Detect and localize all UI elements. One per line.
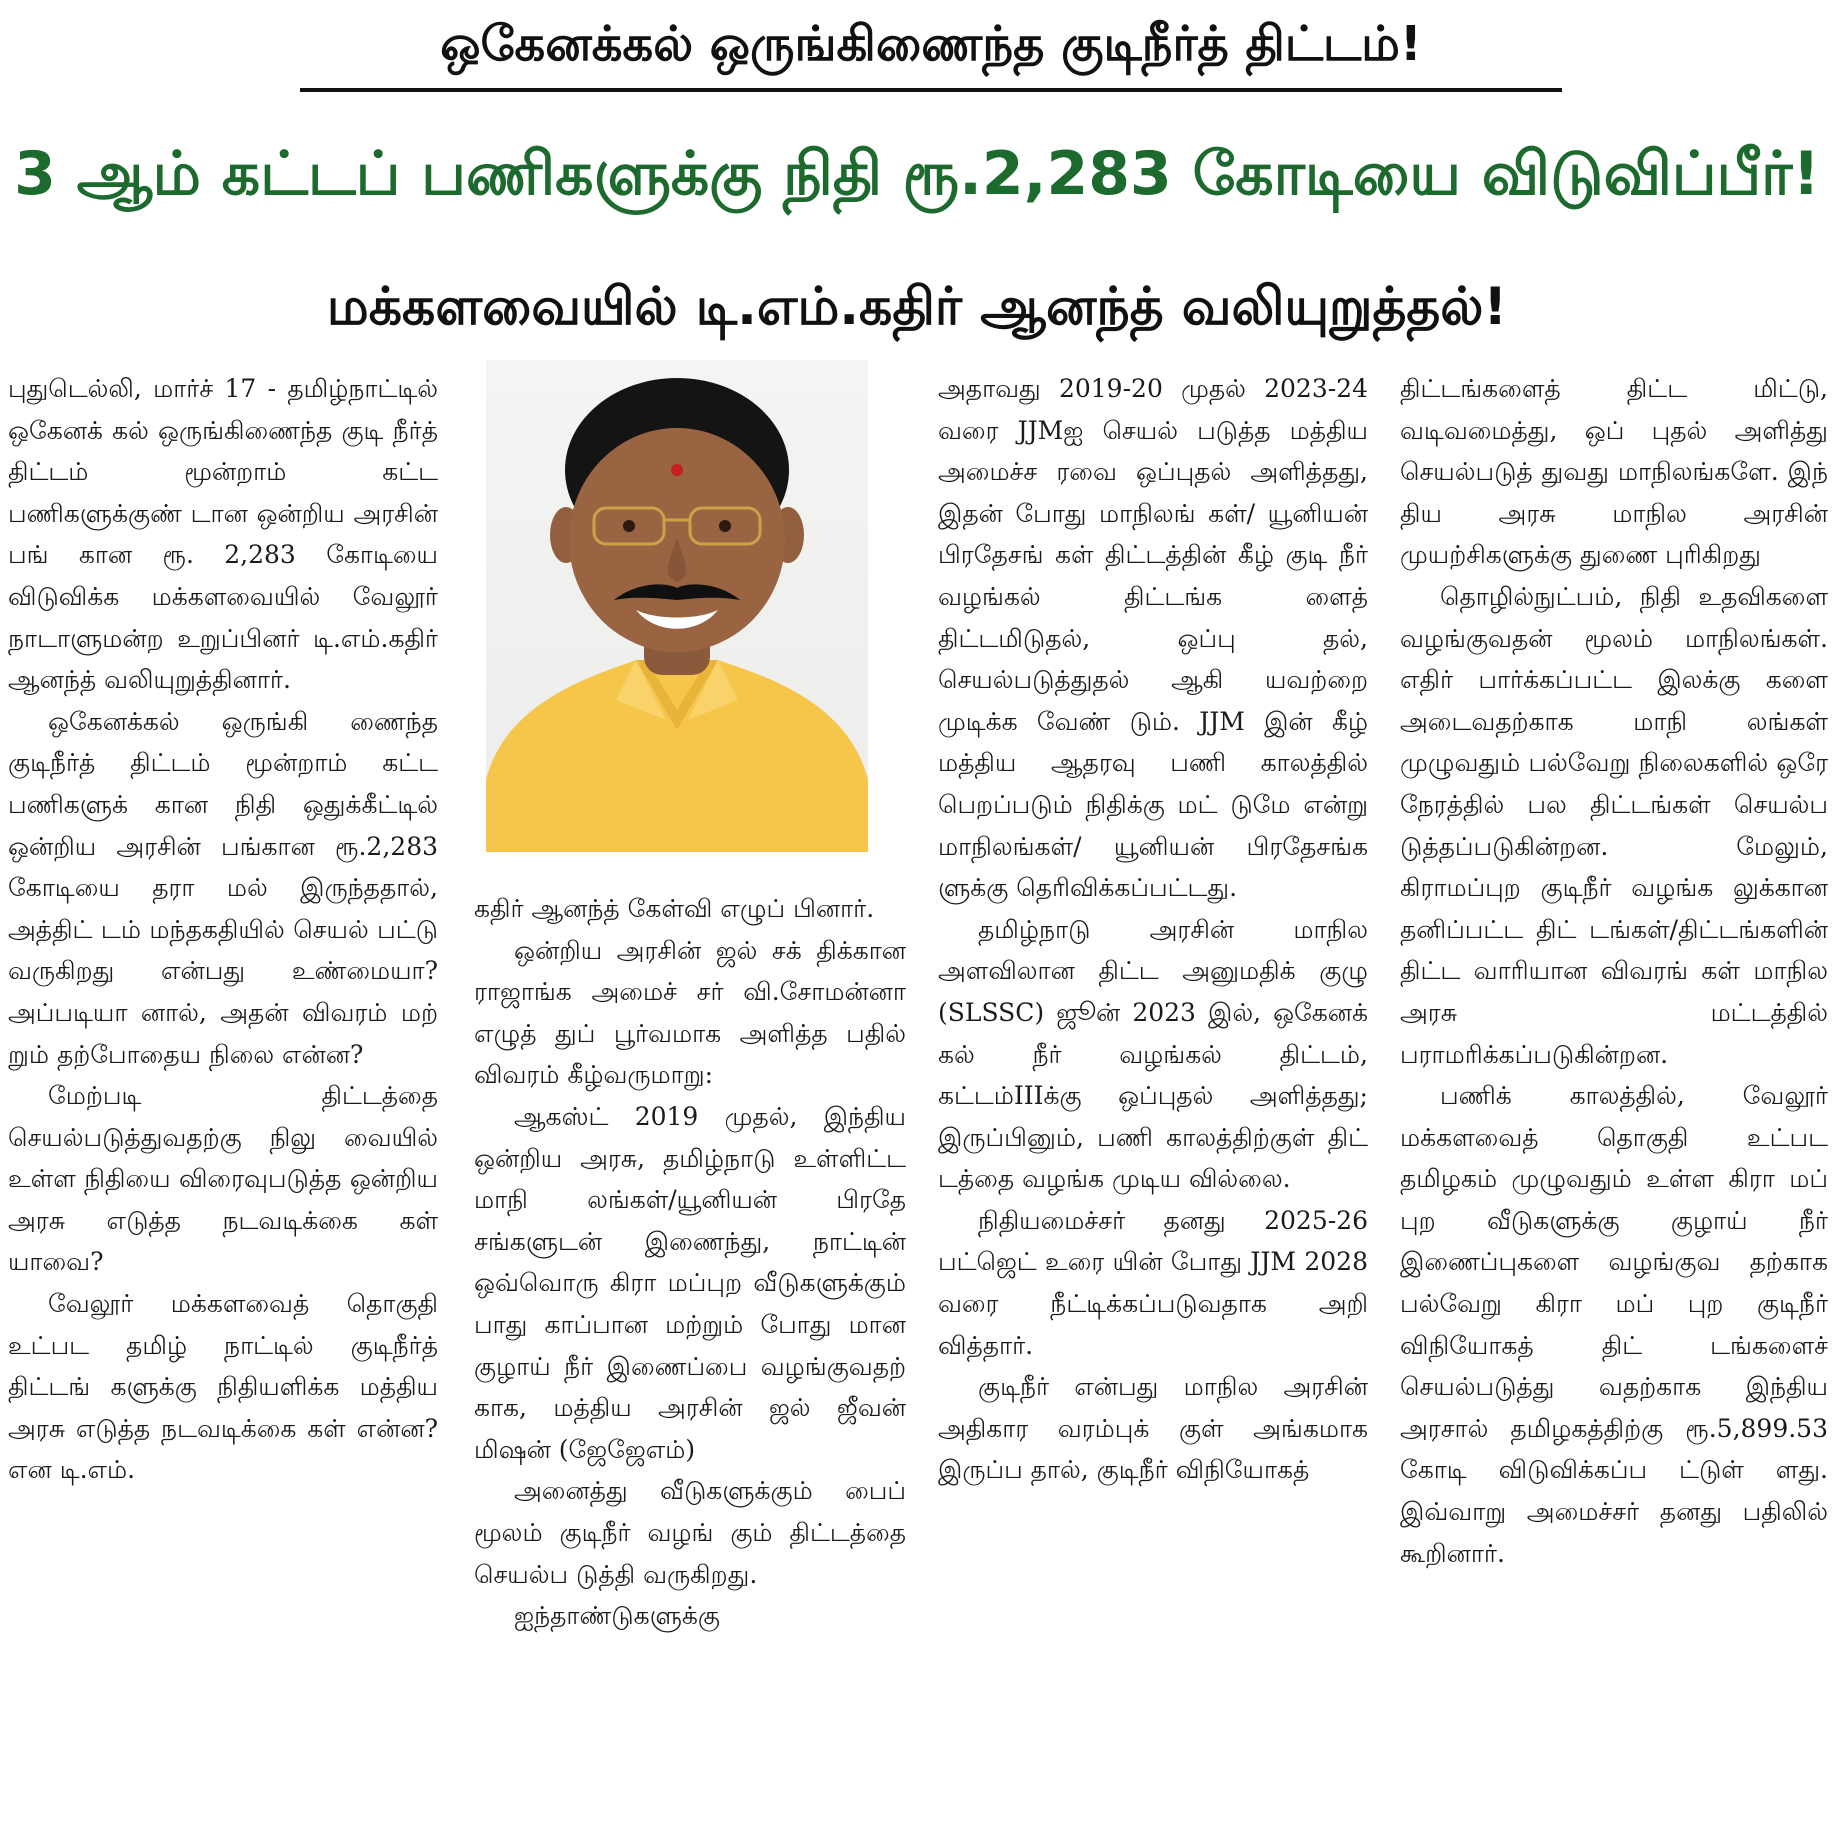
paragraph: நிதியமைச்சர் தனது 2025-26 பட்ஜெட் உரை யின் போது JJM 2028 வரை நீட்டிக்கப்படுவதாக அறி வித்தார். (938, 1205, 1368, 1360)
paragraph: ஒகேனக்கல் ஒருங்கி ணைந்த குடிநீர்த் திட்டம் மூன்றாம் கட்ட பணிகளுக் கான நிதி ஒதுக்கீட்டில் ஒன்றிய அரசின் பங்கான ரூ.2,283 கோடியை தரா மல் இருந்ததால், அத்திட் டம் மந்தகதியில் செயல் பட்டு வருகிறது என்பது உண்மையா? அப்படியா னால், அதன் விவரம் மற் றும் தற்போதைய நிலை என்ன? (8, 706, 438, 1069)
headline: 3 ஆம் கட்டப் பணிகளுக்கு நிதி ரூ.2,283 கோடியை விடுவிப்பீர்! (14, 139, 1820, 209)
paragraph: ஒன்றிய அரசின் ஜல் சக் திக்கான ராஜாங்க அமைச் சர் வி.சோமன்னா எழுத் துப் பூர்வமாக அளித்த பதில் விவரம் கீழ்வருமாறு: (474, 935, 906, 1090)
kicker-title: ஒகேனக்கல் ஒருங்கிணைந்த குடிநீர்த் திட்டம்! (440, 16, 1422, 72)
paragraph: புதுடெல்லி, மார்ச் 17 - தமிழ்நாட்டில் ஒகேனக் கல் ஒருங்கிணைந்த குடி நீர்த் திட்டம் மூன்றாம் கட்ட பணிகளுக்குண் டான ஒன்றிய அரசின் பங் கான ரூ. 2,283 கோடியை விடுவிக்க மக்களவையில் வேலூர் நாடாளுமன்ற உறுப்பினர் டி.எம்.கதிர் ஆனந்த் வலியுறுத்தினார். (8, 374, 438, 695)
paragraph: அனைத்து வீடுகளுக்கும் பைப் மூலம் குடிநீர் வழங் கும் திட்டத்தை செயல்ப டுத்தி வருகிறது. (474, 1476, 906, 1589)
article-column-3 (938, 368, 1368, 1818)
article-column-1 (8, 368, 438, 1818)
portrait-photo (486, 360, 868, 852)
paragraph: தொழில்நுட்பம், நிதி உதவிகளை வழங்குவதன் மூலம் மாநிலங்கள். எதிர் பார்க்கப்பட்ட இலக்கு களை அடைவதற்காக மாநி லங்கள் முழுவதும் பல்வேறு நிலைகளில் ஒரே நேரத்தில் பல திட்டங்கள் செயல்ப டுத்தப்படுகின்றன. மேலும், கிராமப்புற குடிநீர் வழங்க லுக்கான தனிப்பட்ட திட் டங்கள்/திட்டங்களின் திட்ட வாரியான விவரங் கள் மாநில அரசு மட்டத்தில் பராமரிக்கப்படுகின்றன. (1400, 581, 1828, 1069)
paragraph: பணிக் காலத்தில், வேலூர் மக்களவைத் தொகுதி உட்பட தமிழகம் முழுவதும் உள்ள கிரா மப் புற வீடுகளுக்கு குழாய் நீர் இணைப்புகளை வழங்குவ தற்காக பல்வேறு கிரா மப் புற குடிநீர் விநியோகத் திட் டங்களைச் செயல்படுத்து வதற்காக இந்திய அரசால் தமிழகத்திற்கு ரூ.5,899.53 கோடி விடுவிக்கப்ப ட்டுள் ளது. இவ்வாறு அமைச்சர் தனது பதிலில் கூறினார். (1400, 1081, 1828, 1568)
paragraph: கதிர் ஆனந்த் கேள்வி எழுப் பினார். (474, 894, 875, 923)
paragraph: திட்டங்களைத் திட்ட மிட்டு, வடிவமைத்து, ஒப் புதல் அளித்து செயல்படுத் துவது மாநிலங்களே. இந் திய அரசு மாநில அரசின் முயற்சிகளுக்கு துணை புரிகிறது (1400, 374, 1828, 570)
paragraph: ஐந்தாண்டுகளுக்கு (514, 1601, 720, 1631)
paragraph: அதாவது 2019-20 முதல் 2023-24 வரை JJMஐ செயல் படுத்த மத்திய அமைச்ச ரவை ஒப்புதல் அளித்தது, இதன் போது மாநிலங் கள்/ யூனியன் பிரதேசங் கள் திட்டத்தின் கீழ் குடி நீர் வழங்கல் திட்டங்க ளைத் திட்டமிடுதல், ஒப்பு தல், செயல்படுத்துதல் ஆகி யவற்றை முடிக்க வேண் டும். JJM இன் கீழ் மத்திய ஆதரவு பணி காலத்தில் பெறப்படும் நிதிக்கு மட் டுமே என்று மாநிலங்கள்/ யூனியன் பிரதேசங்க ளுக்கு தெரிவிக்கப்பட்டது. (938, 374, 1368, 903)
article-column-4 (1400, 368, 1828, 1818)
subheadline: மக்களவையில் டி.எம்.கதிர் ஆனந்த் வலியுறுத்தல்! (326, 276, 1508, 337)
paragraph: குடிநீர் என்பது மாநில அரசின் அதிகார வரம்புக் குள் அங்கமாக இருப்ப தால், குடிநீர் விநியோகத் (938, 1372, 1368, 1485)
kicker-underline (300, 88, 1562, 92)
paragraph: வேலூர் மக்களவைத் தொகுதி உட்பட தமிழ் நாட்டில் குடிநீர்த் திட்டங் களுக்கு நிதியளிக்க மத்திய அரசு எடுத்த நடவடிக்கை கள் என்ன? என டி.எம். (8, 1289, 438, 1485)
article-column-2 (474, 888, 906, 1818)
paragraph: தமிழ்நாடு அரசின் மாநில அளவிலான திட்ட அனுமதிக் குழு (SLSSC) ஜூன் 2023 இல், ஒகேனக் கல் நீர் வழங்கல் திட்டம், கட்டம்IIIக்கு ஒப்புதல் அளித்தது; இருப்பினும், பணி காலத்திற்குள் திட் டத்தை வழங்க முடிய வில்லை. (938, 914, 1368, 1194)
paragraph: மேற்படி திட்டத்தை செயல்படுத்துவதற்கு நிலு வையில் உள்ள நிதியை விரைவுபடுத்த ஒன்றிய அரசு எடுத்த நடவடிக்கை கள் யாவை? (8, 1081, 438, 1277)
paragraph: ஆகஸ்ட் 2019 முதல், இந்திய ஒன்றிய அரசு, தமிழ்நாடு உள்ளிட்ட மாநி லங்கள்/யூனியன் பிரதே சங்களுடன் இணைந்து, நாட்டின் ஒவ்வொரு கிரா மப்புற வீடுகளுக்கும் பாது காப்பான மற்றும் போது மான குழாய் நீர் இணைப்பை வழங்குவதற் காக, மத்திய அரசின் ஜல் ஜீவன் மிஷன் (ஜேஜேஎம்) (474, 1101, 906, 1464)
